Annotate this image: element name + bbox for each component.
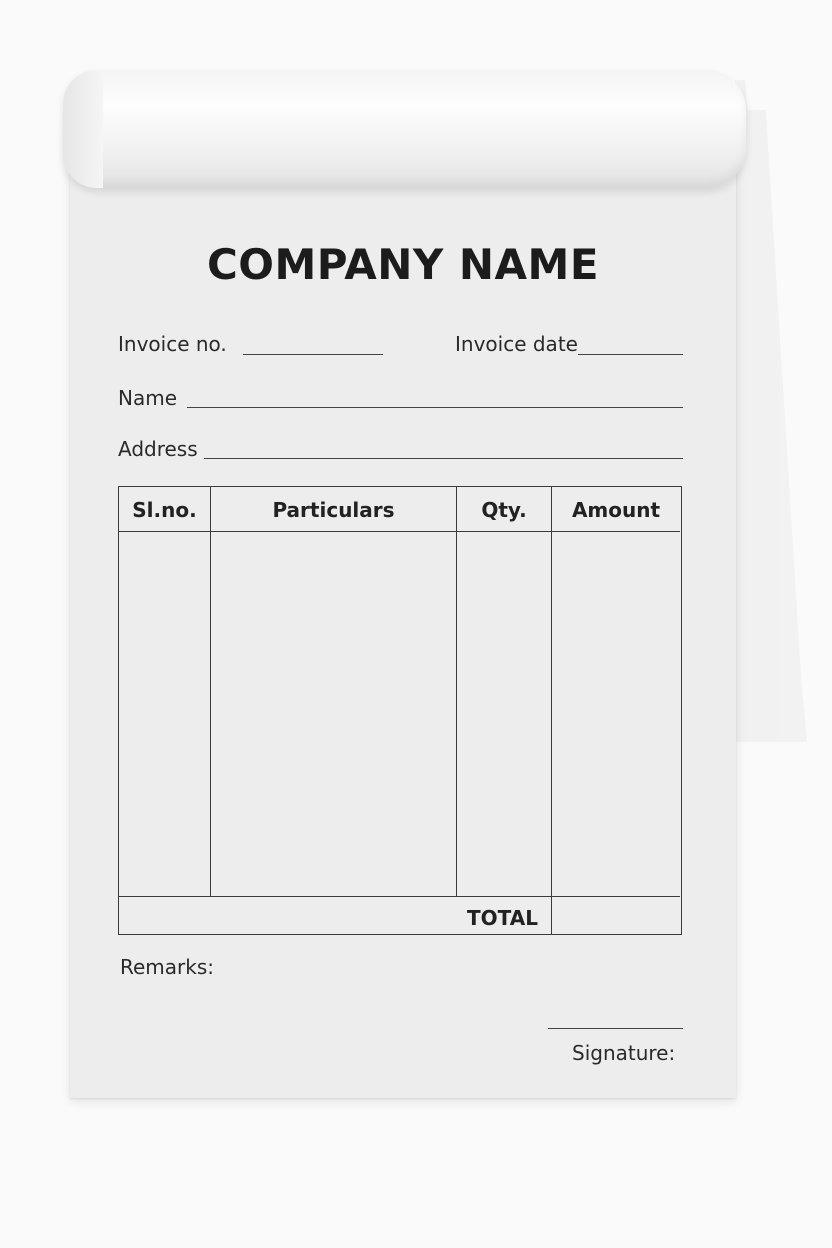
total-row-divider [119, 896, 680, 897]
column-header-particulars: Particulars [272, 498, 395, 522]
invoice-date-field[interactable] [578, 354, 683, 355]
signature-line[interactable] [548, 1028, 683, 1029]
items-table [118, 486, 682, 935]
sl-no-column-cells[interactable] [119, 533, 210, 895]
name-field[interactable] [187, 407, 683, 408]
column-divider [456, 487, 457, 897]
total-label: TOTAL [467, 906, 538, 930]
pad-binding-roll [63, 70, 746, 188]
invoice-no-field[interactable] [243, 354, 383, 355]
particulars-column-cells[interactable] [212, 533, 456, 895]
invoice-date-label: Invoice date [455, 332, 578, 356]
column-header-sl-no: Sl.no. [132, 498, 197, 522]
remarks-label: Remarks: [120, 955, 215, 979]
amount-column-cells[interactable] [553, 533, 680, 895]
qty-column-cells[interactable] [458, 533, 551, 895]
pad-binding-roll-end [63, 70, 103, 188]
company-name-heading: COMPANY NAME [206, 240, 600, 289]
column-header-amount: Amount [571, 498, 661, 522]
address-label: Address [118, 437, 198, 461]
signature-label: Signature: [572, 1041, 676, 1065]
column-header-qty: Qty. [481, 498, 527, 522]
total-amount-cell[interactable] [553, 898, 680, 933]
column-divider [551, 487, 552, 934]
name-label: Name [118, 386, 178, 410]
invoice-no-label: Invoice no. [118, 332, 227, 356]
column-divider [210, 487, 211, 897]
address-field[interactable] [204, 458, 683, 459]
